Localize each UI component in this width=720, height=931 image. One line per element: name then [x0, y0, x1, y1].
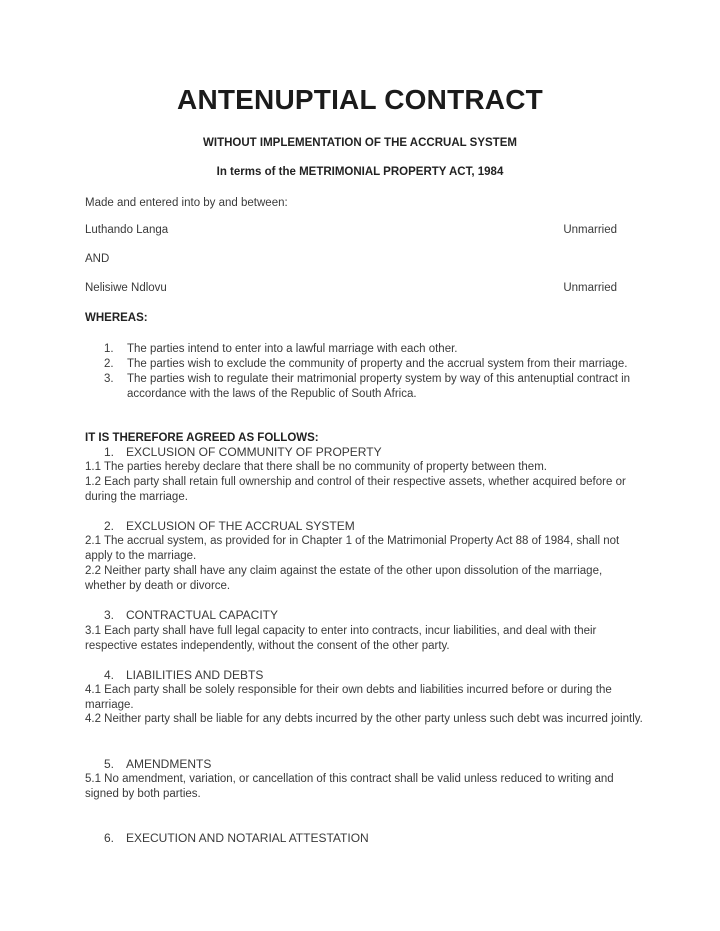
whereas-list: [104, 342, 634, 402]
section-title: LIABILITIES AND DEBTS: [126, 668, 264, 682]
clause-2-1: 2.1 The accrual system, as provided for in Chapter 1 of the Matrimonial Property Act 88 of 1984, shall not apply to the marriage.: [85, 535, 620, 562]
section-number: 2.: [104, 519, 115, 533]
list-item-number: 2.: [104, 358, 114, 370]
section-title: EXECUTION AND NOTARIAL ATTESTATION: [126, 831, 369, 845]
list-item: [104, 372, 634, 402]
intro-text: Made and entered into by and between:: [85, 197, 288, 209]
section-title: EXCLUSION OF THE ACCRUAL SYSTEM: [126, 519, 355, 533]
section-heading-5: [104, 757, 211, 771]
list-item-text: The parties wish to regulate their matrimonial property system by way of this antenuptial contract in accordance with the laws of the Republic of South Africa.: [127, 373, 631, 400]
list-item-number: 1.: [104, 343, 114, 355]
clause-2-2: 2.2 Neither party shall have any claim against the estate of the other upon dissolution of the marriage, whether by death or divorce.: [85, 565, 603, 592]
section-number: 3.: [104, 608, 115, 622]
clause-1-2: 1.2 Each party shall retain full ownership and control of their respective assets, whether acquired before or during the marriage.: [85, 476, 626, 503]
list-item: [104, 342, 634, 357]
and-label: AND: [85, 253, 110, 265]
section-heading-2: [104, 519, 355, 533]
document-subtitle-act: In terms of the METRIMONIAL PROPERTY ACT, 1984: [216, 166, 504, 178]
section-heading-4: [104, 668, 263, 682]
section-title: CONTRACTUAL CAPACITY: [126, 608, 279, 622]
party-row-1: [85, 224, 617, 236]
section-title: EXCLUSION OF COMMUNITY OF PROPERTY: [126, 445, 382, 459]
document-title: ANTENUPTIAL CONTRACT: [177, 84, 543, 115]
agreed-heading: IT IS THEREFORE AGREED AS FOLLOWS:: [85, 432, 319, 444]
list-item-number: 3.: [104, 373, 114, 385]
clause-4-2: 4.2 Neither party shall be liable for any debts incurred by the other party unless such debt was incurred jointly.: [85, 713, 643, 725]
clause-1-1: 1.1 The parties hereby declare that there shall be no community of property between them.: [85, 461, 547, 473]
list-item: [104, 357, 634, 372]
list-item-text: The parties wish to exclude the community of property and the accrual system from their marriage.: [127, 358, 628, 370]
party-row-2: [85, 282, 617, 294]
section-heading-3: [104, 608, 278, 622]
list-item-text: The parties intend to enter into a lawful marriage with each other.: [127, 343, 458, 355]
party-2-name: Nelisiwe Ndlovu: [85, 282, 167, 294]
whereas-heading: WHEREAS:: [85, 312, 148, 324]
section-title: AMENDMENTS: [126, 757, 212, 771]
section-number: 5.: [104, 757, 115, 771]
party-1-name: Luthando Langa: [85, 224, 169, 236]
section-number: 4.: [104, 668, 115, 682]
section-heading-6: [104, 831, 369, 845]
section-heading-1: [104, 445, 382, 459]
clause-4-1: 4.1 Each party shall be solely responsible for their own debts and liabilities incurred before or during the marriage.: [85, 684, 612, 711]
clause-3-1: 3.1 Each party shall have full legal capacity to enter into contracts, incur liabilities, and deal with their respective estates independently, without the consent of the other party.: [85, 625, 597, 652]
party-1-status: Unmarried: [563, 224, 617, 236]
clause-5-1: 5.1 No amendment, variation, or cancellation of this contract shall be valid unless reduced to writing and signed by both parties.: [85, 773, 614, 800]
section-number: 1.: [104, 445, 115, 459]
document-subtitle: WITHOUT IMPLEMENTATION OF THE ACCRUAL SYSTEM: [203, 137, 517, 149]
section-number: 6.: [104, 831, 115, 845]
party-2-status: Unmarried: [563, 282, 617, 294]
